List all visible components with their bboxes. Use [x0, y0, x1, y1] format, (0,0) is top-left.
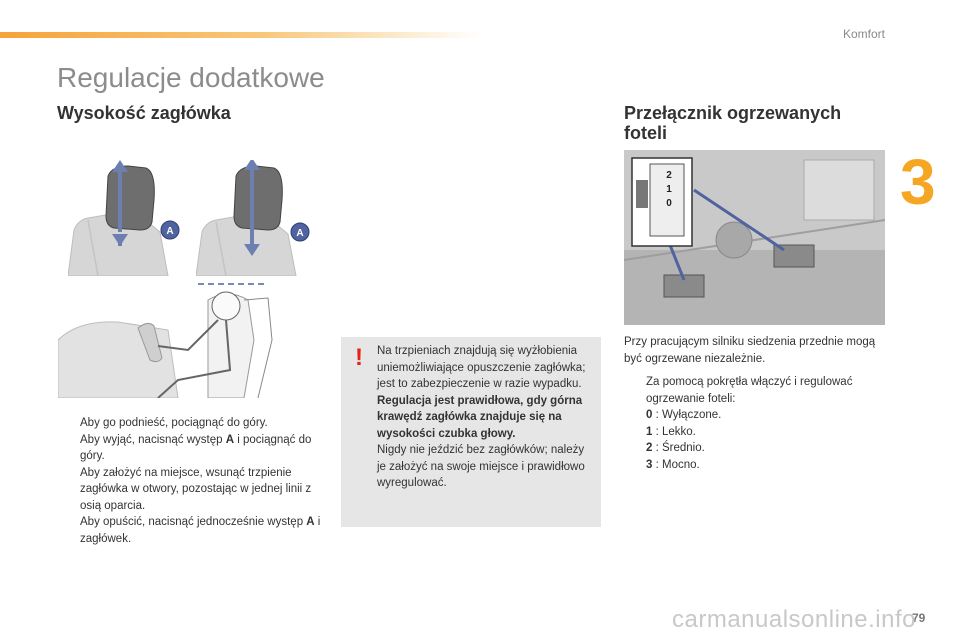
list-item — [58, 514, 323, 547]
switch-label-bottom: 0 — [666, 198, 672, 209]
watermark: carmanualsonline.info — [672, 606, 916, 633]
warning-text — [377, 343, 595, 492]
bullet-text: Aby go podnieść, pociągnąć do góry. — [80, 417, 268, 429]
headrest-raise-illustration — [68, 160, 186, 276]
seat-heating-description: Przy pracującym silniku siedzenia przednie mogą być ogrzewane niezależnie. — [624, 336, 876, 365]
label-a-1: A — [166, 226, 174, 237]
bullet-text: Aby wyjąć, nacisnąć występ — [80, 433, 226, 446]
bullet-text: Aby opuścić, nacisnąć jednocześnie występ — [80, 516, 307, 528]
list-item — [624, 374, 884, 473]
seat-heating-switch-photo — [624, 150, 885, 325]
bullet-text: Za pomocą pokrętła włączyć i regulować ogrzewanie foteli: — [646, 376, 853, 405]
level-text: : Średnio. — [652, 442, 705, 454]
level-text: : Mocno. — [652, 458, 700, 471]
list-item — [58, 465, 323, 515]
bullet-text-bold: A — [225, 433, 235, 446]
switch-label-top: 2 — [666, 170, 672, 181]
warning-emphasis: Regulacja jest prawidłowa, gdy górna krawędź zagłówka znajduje się na wysokości czubka głowy. — [377, 394, 583, 440]
headrest-heading: Wysokość zagłówka — [57, 103, 231, 123]
driver-posture-illustration — [58, 280, 326, 398]
section-header: Komfort — [842, 27, 885, 41]
headrest-instructions — [58, 415, 323, 547]
warning-icon: ! — [355, 344, 363, 371]
bullet-text: Aby założyć na miejsce, wsunąć trzpienie zagłówka w otwory, pozostając w jednej linii z osią oparcia. — [80, 466, 312, 512]
page-title: Regulacje dodatkowe — [57, 62, 325, 93]
switch-label-mid: 1 — [666, 184, 672, 195]
level-number: 1 — [646, 425, 653, 438]
headrest-remove-illustration — [196, 160, 314, 276]
level-number: 0 — [646, 409, 653, 421]
label-a-2: A — [296, 228, 304, 239]
heating-level-2 — [646, 440, 884, 457]
warning-paragraph: Nigdy nie jeździć bez zagłówków; należy je założyć na swoje miejsce i prawidłowo wyregulować. — [377, 444, 585, 489]
list-item — [58, 432, 323, 465]
heating-level-0 — [646, 407, 884, 424]
seat-heating-heading: Przełącznik ogrzewanych foteli — [624, 103, 842, 143]
bullet-text: i zagłówek. — [80, 516, 321, 545]
warning-box — [341, 337, 601, 527]
chapter-number: 3 — [900, 146, 936, 218]
page-number: 79 — [912, 611, 926, 625]
header-accent-bar — [0, 32, 480, 38]
heating-level-1 — [646, 424, 884, 441]
warning-paragraph: Na trzpieniach znajdują się wyżłobienia uniemożliwiające opuszczenie zagłówka; jest to zabezpieczenie w razie wypadku. — [377, 345, 586, 390]
bullet-text-bold: A — [306, 516, 315, 528]
heating-level-3 — [646, 457, 884, 474]
bullet-text: i pociągnąć do góry. — [80, 433, 312, 462]
level-number: 3 — [646, 458, 653, 471]
seat-heating-instructions — [624, 374, 884, 473]
list-item — [58, 415, 323, 432]
level-number: 2 — [646, 442, 653, 454]
level-text: : Wyłączone. — [652, 409, 722, 421]
level-text: : Lekko. — [652, 425, 696, 438]
